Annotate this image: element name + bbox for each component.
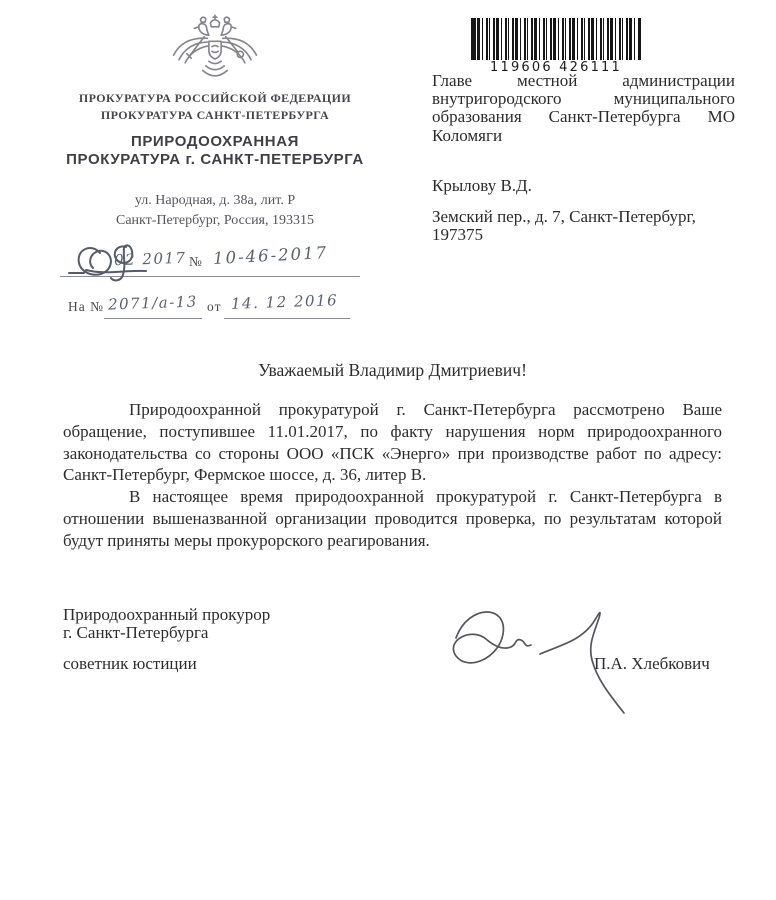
barcode-number: 119606 426111 xyxy=(490,60,622,75)
handwritten-outgoing-month-year: 02 2017 xyxy=(113,248,187,270)
signer-position-line2: г. Санкт-Петербурга xyxy=(63,623,209,643)
signoff-block xyxy=(63,606,270,673)
from-label: от xyxy=(207,299,222,314)
addressee-block xyxy=(432,72,735,245)
letterhead-org-line4: ПРОКУРАТУРА г. САНКТ-ПЕТЕРБУРГА xyxy=(66,151,364,168)
addressee-address: Земский пер., д. 7, Санкт-Петербург, 197375 xyxy=(432,207,696,245)
letterhead-org-line2: ПРОКУРАТУРА САНКТ-ПЕТЕРБУРГА xyxy=(100,108,330,122)
incoming-ref-label: На № xyxy=(68,299,104,314)
handwritten-incoming-number: 2071/а-13 xyxy=(107,292,199,314)
signer-name: П.А. Хлебкович xyxy=(594,654,710,673)
incoming-date-underline xyxy=(224,318,350,319)
incoming-number-underline xyxy=(104,318,202,319)
letterhead-street-address: ул. Народная, д. 38а, лит. Р xyxy=(134,193,296,208)
handwritten-outgoing-number: 10-46-2017 xyxy=(212,243,329,268)
addressee-recipient: Главе местной администрации внутригородского муниципального образования Санкт-Петербурга МО Коломяги xyxy=(432,71,735,145)
number-sign-label: № xyxy=(189,254,203,269)
letterhead xyxy=(50,12,380,231)
coat-of-arms-russia-icon xyxy=(169,12,261,86)
letterhead-city-address: Санкт-Петербург, Россия, 193315 xyxy=(116,213,314,228)
signer-position-line1: Природоохранный прокурор xyxy=(63,605,271,624)
signer-rank: советник юстиции xyxy=(63,653,197,673)
paragraph-2: В настоящее время природоохранной прокуратурой г. Санкт-Петербурга в отношении вышеназванной организации проводится проверка, по результатам которой будут приняты меры прокурорского реагирования. xyxy=(63,487,722,550)
letterhead-org-line1: ПРОКУРАТУРА РОССИЙСКОЙ ФЕДЕРАЦИИ xyxy=(78,91,352,105)
addressee-name: Крылову В.Д. xyxy=(432,176,532,196)
handwritten-incoming-date: 14. 12 2016 xyxy=(230,291,339,313)
barcode xyxy=(468,18,644,75)
salutation: Уважаемый Владимир Дмитриевич! xyxy=(258,360,527,380)
letter-body xyxy=(63,399,722,552)
letterhead-org-line3: ПРИРОДООХРАННАЯ xyxy=(130,133,300,150)
paragraph-1: Природоохранной прокуратурой г. Санкт-Петербурга рассмотрено Ваше обращение, поступившее 11.01.2017, по факту нарушения норм природоохранного законодательства со стороны ООО «ПСК «Энерго» при производстве работ по адресу: Санкт-Петербург, Фермское шоссе, д. 36, литер В. xyxy=(63,400,722,485)
barcode-bars xyxy=(471,18,641,60)
